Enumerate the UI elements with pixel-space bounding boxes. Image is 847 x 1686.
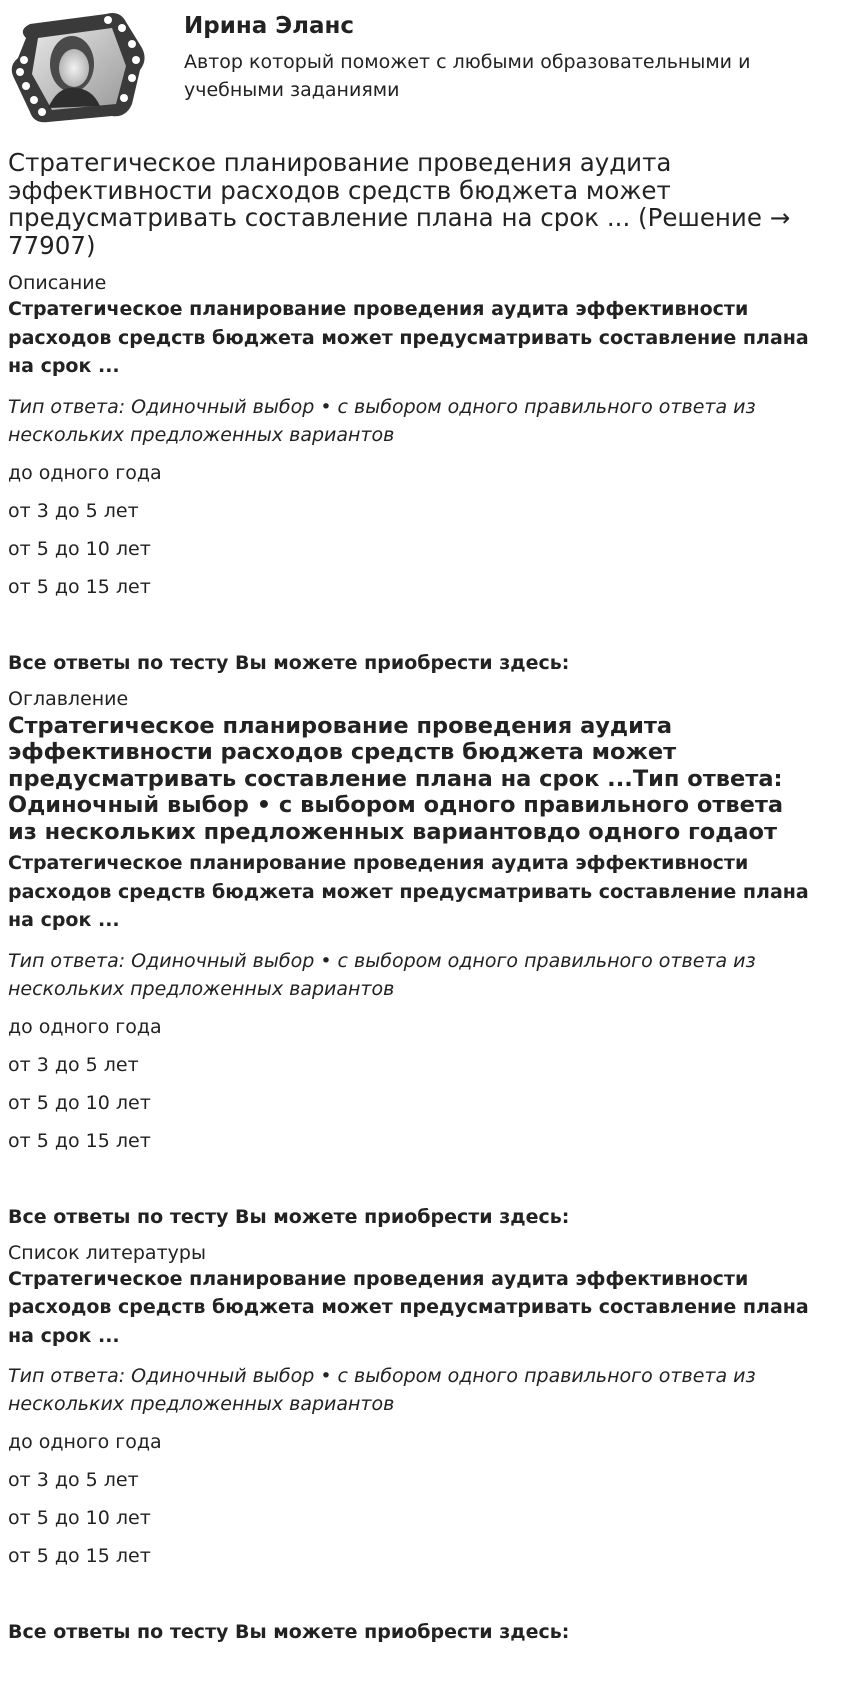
section-label-description: Описание: [8, 272, 107, 294]
answer-option: от 5 до 10 лет: [8, 537, 151, 560]
answer-type: Тип ответа: Одиночный выбор • с выбором одного правильного ответа из нескольких предложенных вариантов: [8, 395, 756, 446]
section-label-contents: Оглавление: [8, 687, 129, 710]
section-contents: [8, 687, 818, 1229]
answer-option: до одного года: [8, 1431, 162, 1453]
answer-option: от 3 до 5 лет: [8, 499, 139, 522]
answer-option: от 3 до 5 лет: [8, 1053, 139, 1076]
answer-option: до одного года: [8, 461, 162, 484]
buy-answers-text: Все ответы по тесту Вы можете приобрести здесь:: [8, 651, 570, 674]
author-description: Автор который поможет с любыми образовательными и учебными заданиями: [184, 51, 751, 101]
section-label-literature: Список литературы: [8, 1241, 206, 1264]
answer-type: Тип ответа: Одиночный выбор • с выбором одного правильного ответа из нескольких предложенных вариантов: [8, 1365, 756, 1415]
section-literature: [8, 1241, 818, 1645]
section-description: [8, 271, 818, 675]
author-header: [8, 0, 818, 132]
question-text: Стратегическое планирование проведения аудита эффективности расходов средств бюджета может предусматривать составление плана на срок ...: [8, 852, 809, 931]
film-frame-avatar-icon: [8, 8, 148, 126]
author-avatar[interactable]: [8, 8, 148, 126]
contents-heading: Стратегическое планирование проведения аудита эффективности расходов средств бюджета может предусматривать составление плана на срок ...Тип ответа: Одиночный выбор • с выбором одного правильного ответа из нескольких предложенных вариантовдо одного годаот: [8, 712, 784, 845]
answer-option: от 5 до 10 лет: [8, 1091, 151, 1114]
question-text: Стратегическое планирование проведения аудита эффективности расходов средств бюджета может предусматривать составление плана на срок ...: [8, 298, 809, 377]
question-text: Стратегическое планирование проведения аудита эффективности расходов средств бюджета может предусматривать составление плана на срок ...: [8, 1267, 809, 1347]
answer-option: от 5 до 15 лет: [8, 575, 151, 598]
answer-type: Тип ответа: Одиночный выбор • с выбором одного правильного ответа из нескольких предложенных вариантов: [8, 949, 756, 1000]
answer-option: от 5 до 15 лет: [8, 1545, 151, 1567]
buy-answers-text: Все ответы по тесту Вы можете приобрести здесь:: [8, 1205, 570, 1228]
answer-option: до одного года: [8, 1015, 162, 1038]
author-name[interactable]: Ирина Эланс: [184, 13, 355, 39]
answer-option: от 5 до 10 лет: [8, 1507, 151, 1529]
page-title: Стратегическое планирование проведения аудита эффективности расходов средств бюджета может предусматривать составление плана на срок ... (Решение → 77907): [8, 148, 791, 260]
page: [8, 0, 818, 1644]
answer-option: от 5 до 15 лет: [8, 1129, 151, 1152]
answer-option: от 3 до 5 лет: [8, 1469, 139, 1491]
buy-answers-text: Все ответы по тесту Вы можете приобрести здесь:: [8, 1621, 570, 1643]
